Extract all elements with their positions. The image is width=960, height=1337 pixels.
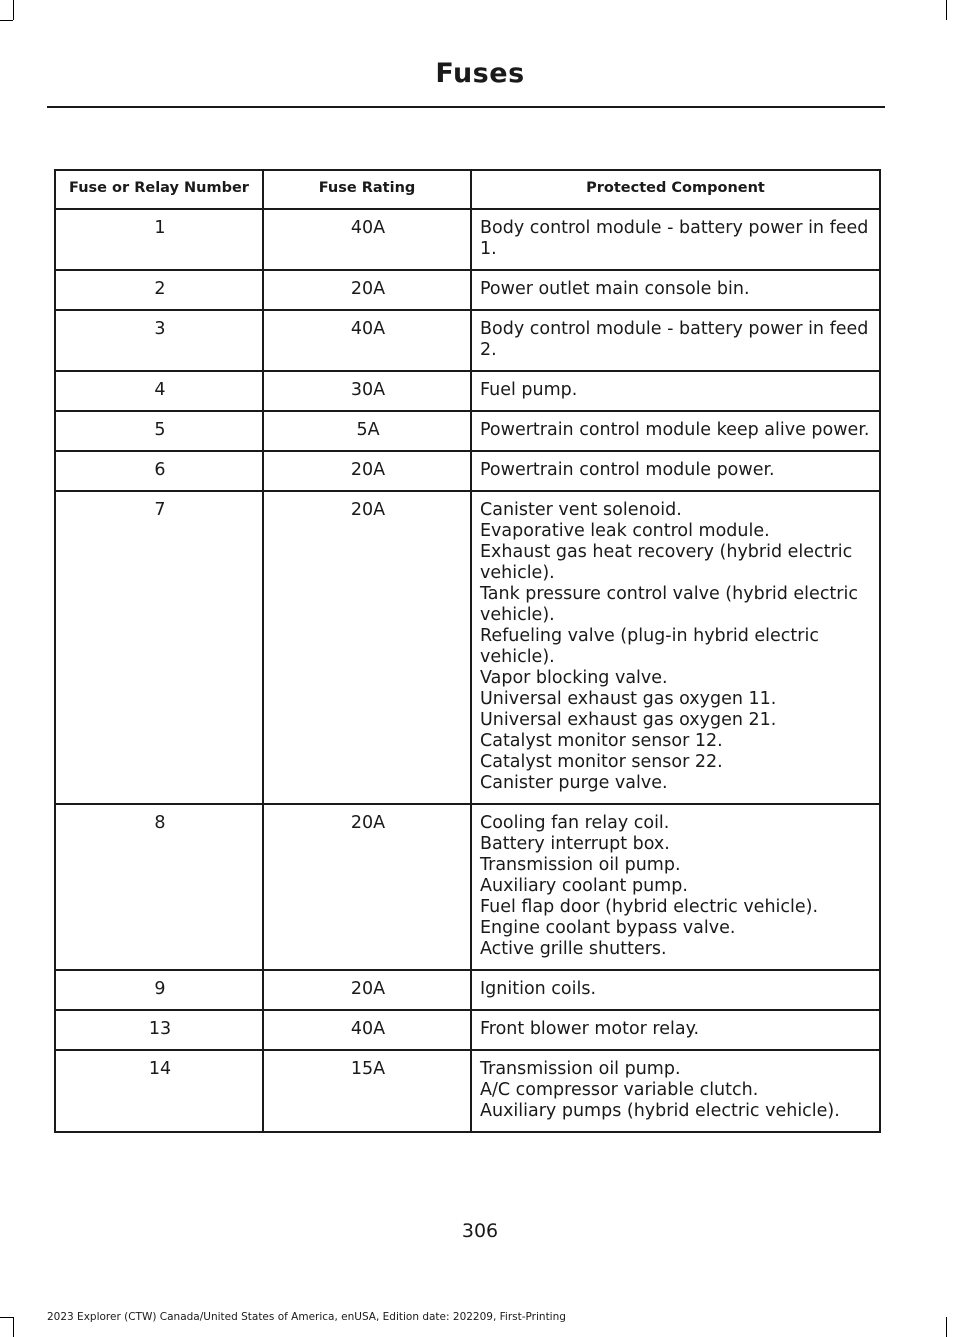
protected-component-cell [471, 209, 880, 270]
table-row [55, 411, 880, 451]
protected-component-cell [471, 804, 880, 970]
protected-component-line: Catalyst monitor sensor 12. [480, 731, 723, 751]
table-row [55, 1010, 880, 1050]
page-title: Fuses [435, 58, 525, 89]
table-row [55, 371, 880, 411]
protected-component-line: Ignition coils. [480, 979, 597, 999]
protected-component-cell [471, 371, 880, 411]
fuse-rating-cell: 20A [263, 270, 471, 310]
fuse-rating-cell: 20A [263, 970, 471, 1010]
protected-component-line: A/C compressor variable clutch. [480, 1080, 759, 1100]
table-header-row [55, 170, 880, 209]
protected-component-line: Fuel flap door (hybrid electric vehicle). [480, 897, 819, 917]
column-header-rating: Fuse Rating [263, 170, 471, 209]
fuse-number-cell: 6 [55, 451, 263, 491]
fuse-number-cell: 14 [55, 1050, 263, 1132]
fuse-table-body [55, 209, 880, 1132]
protected-component-line: Canister vent solenoid. [480, 500, 682, 520]
fuse-rating-cell: 20A [263, 491, 471, 804]
fuse-number-cell: 5 [55, 411, 263, 451]
protected-component-cell [471, 1010, 880, 1050]
protected-component-line: Power outlet main console bin. [480, 279, 750, 299]
table-row [55, 451, 880, 491]
protected-component-line: Powertrain control module power. [480, 460, 775, 480]
fuse-rating-cell: 15A [263, 1050, 471, 1132]
column-header-component: Protected Component [471, 170, 880, 209]
protected-component-cell [471, 270, 880, 310]
protected-component-line: Catalyst monitor sensor 22. [480, 752, 723, 772]
protected-component-cell [471, 451, 880, 491]
crop-mark-top-left-h [0, 20, 13, 21]
fuse-number-cell: 9 [55, 970, 263, 1010]
fuse-table [54, 169, 881, 1133]
protected-component-line: Cooling fan relay coil. [480, 813, 670, 833]
fuse-number-cell: 2 [55, 270, 263, 310]
column-header-number: Fuse or Relay Number [55, 170, 263, 209]
fuse-rating-cell: 5A [263, 411, 471, 451]
fuse-number-cell: 3 [55, 310, 263, 371]
protected-component-cell [471, 1050, 880, 1132]
fuse-rating-cell: 40A [263, 1010, 471, 1050]
protected-component-line: Transmission oil pump. [480, 1059, 681, 1079]
table-row [55, 1050, 880, 1132]
page-number: 306 [461, 1220, 499, 1242]
protected-component-line: Universal exhaust gas oxygen 21. [480, 710, 777, 730]
protected-component-line: Active grille shutters. [480, 939, 667, 959]
protected-component-line: Canister purge valve. [480, 773, 668, 793]
fuse-number-cell: 7 [55, 491, 263, 804]
protected-component-line: Universal exhaust gas oxygen 11. [480, 689, 777, 709]
table-row [55, 491, 880, 804]
crop-mark-bottom-right [946, 1317, 947, 1337]
table-row [55, 970, 880, 1010]
crop-mark-bottom-left [13, 1317, 14, 1337]
protected-component-line: Auxiliary coolant pump. [480, 876, 688, 896]
footer-edition-text: 2023 Explorer (CTW) Canada/United States of America, enUSA, Edition date: 202209, First-Printing [47, 1311, 566, 1323]
table-row [55, 209, 880, 270]
fuse-rating-cell: 20A [263, 804, 471, 970]
crop-mark-top-right [946, 0, 947, 20]
fuse-number-cell: 1 [55, 209, 263, 270]
protected-component-line: Engine coolant bypass valve. [480, 918, 736, 938]
protected-component-line: Transmission oil pump. [480, 855, 681, 875]
fuse-rating-cell: 20A [263, 451, 471, 491]
protected-component-cell [471, 411, 880, 451]
protected-component-line: Fuel pump. [480, 380, 578, 400]
protected-component-line: Refueling valve (plug-in hybrid electric vehicle). [480, 626, 819, 667]
table-row [55, 310, 880, 371]
fuse-number-cell: 8 [55, 804, 263, 970]
table-row [55, 270, 880, 310]
crop-mark-top-left [13, 0, 14, 20]
protected-component-line: Body control module - battery power in feed 2. [480, 319, 869, 360]
crop-mark-bottom-left-h [0, 1317, 13, 1318]
protected-component-line: Auxiliary pumps (hybrid electric vehicle). [480, 1101, 840, 1121]
fuse-rating-cell: 30A [263, 371, 471, 411]
protected-component-line: Battery interrupt box. [480, 834, 670, 854]
protected-component-cell [471, 970, 880, 1010]
protected-component-cell [471, 310, 880, 371]
table-row [55, 804, 880, 970]
protected-component-line: Tank pressure control valve (hybrid electric vehicle). [480, 584, 858, 625]
protected-component-line: Vapor blocking valve. [480, 668, 668, 688]
title-divider [47, 106, 885, 108]
protected-component-cell [471, 491, 880, 804]
protected-component-line: Body control module - battery power in feed 1. [480, 218, 869, 259]
fuse-number-cell: 4 [55, 371, 263, 411]
fuse-rating-cell: 40A [263, 310, 471, 371]
protected-component-line: Evaporative leak control module. [480, 521, 770, 541]
protected-component-line: Front blower motor relay. [480, 1019, 700, 1039]
protected-component-line: Exhaust gas heat recovery (hybrid electric vehicle). [480, 542, 853, 583]
protected-component-line: Powertrain control module keep alive power. [480, 420, 870, 440]
fuse-number-cell: 13 [55, 1010, 263, 1050]
fuse-rating-cell: 40A [263, 209, 471, 270]
